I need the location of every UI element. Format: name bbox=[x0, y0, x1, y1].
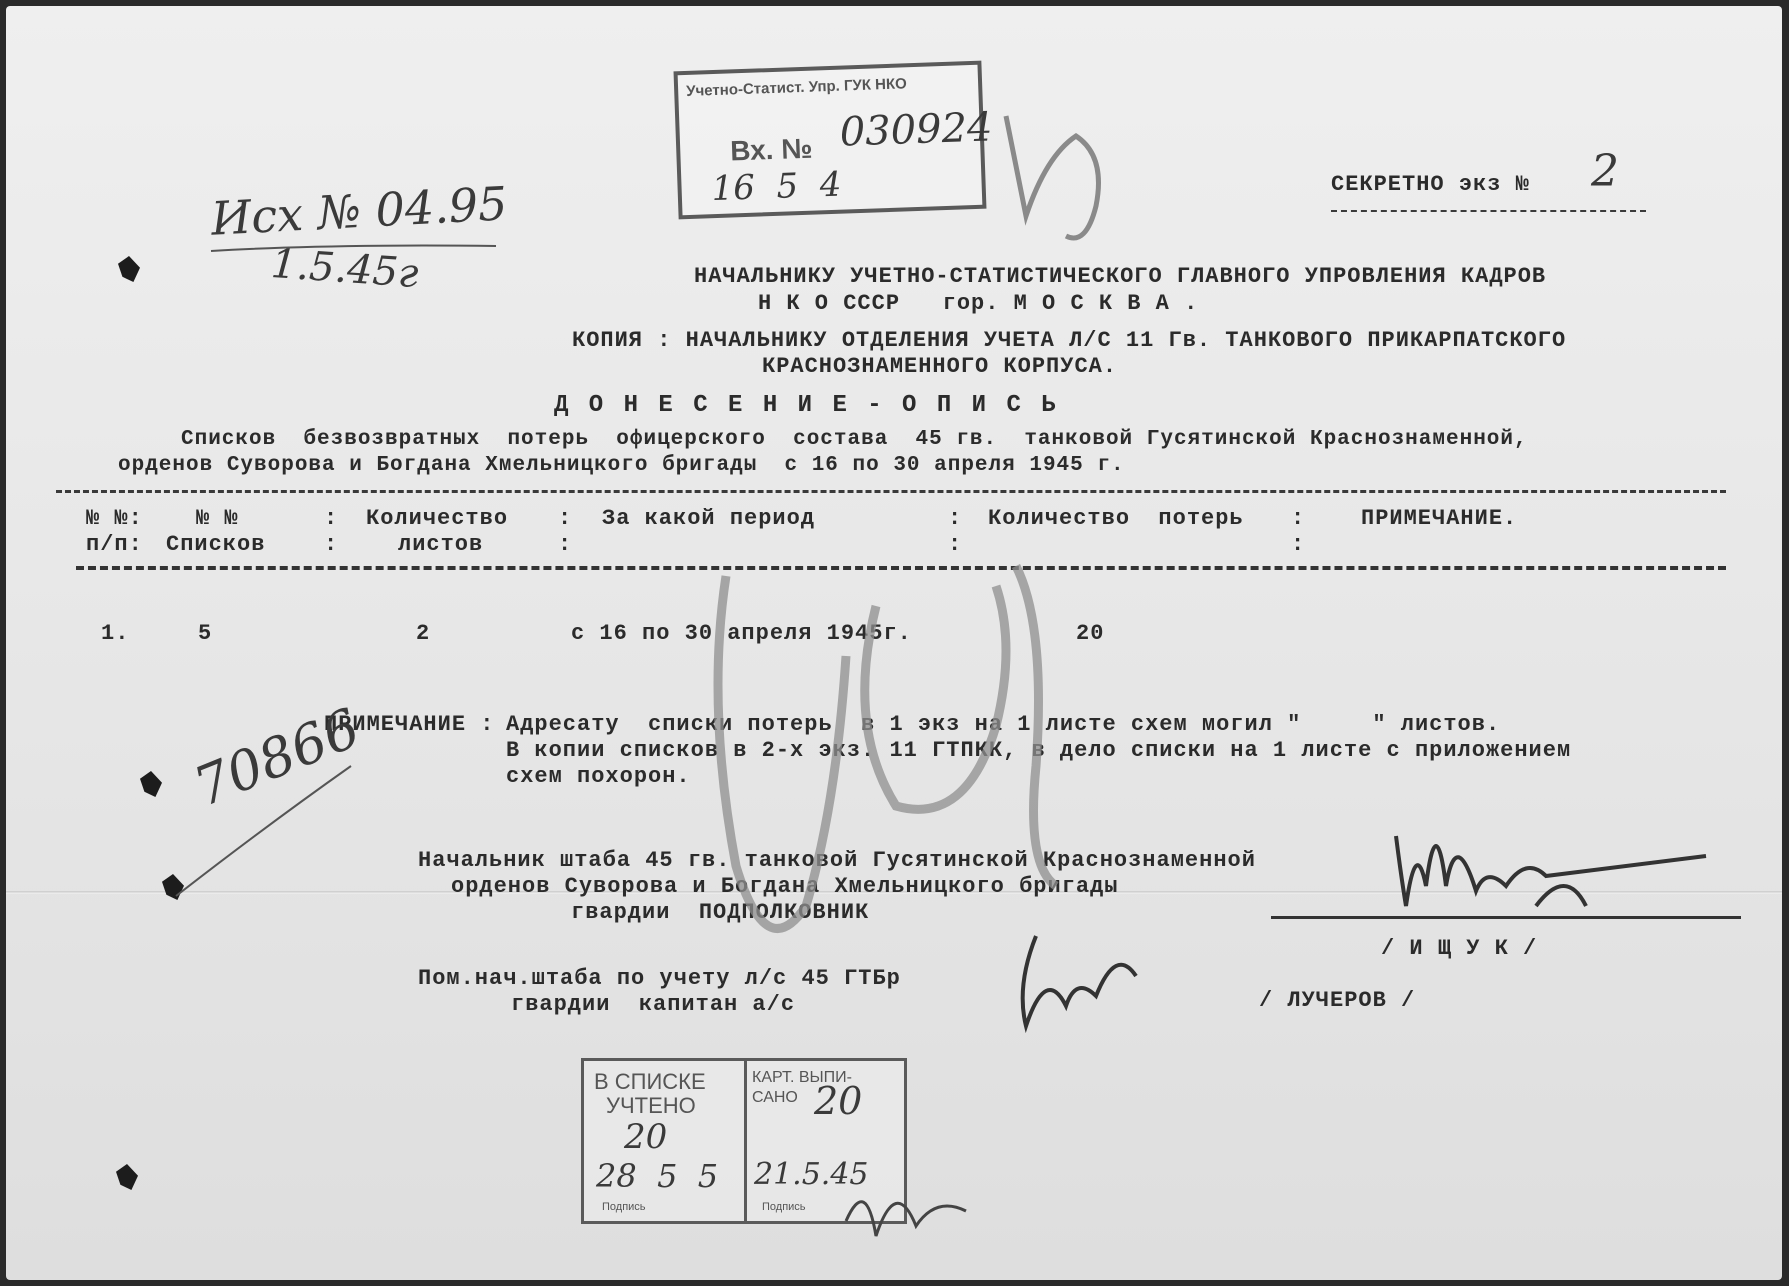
stamp-right-label-1: КАРТ. ВЫПИ- bbox=[752, 1069, 852, 1086]
stamp-signature bbox=[846, 1202, 966, 1236]
row-1-losses: 20 bbox=[1076, 621, 1105, 646]
col-separator: : bbox=[324, 506, 339, 531]
assistant-name: / ЛУЧЕРОВ / bbox=[1259, 988, 1416, 1013]
header-col-sheets-2: листов bbox=[398, 532, 484, 557]
note-line-2: В копии списков в 2-х экз. 11 ГТПКК, в дело списки на 1 листе с приложением bbox=[506, 738, 1572, 763]
subtitle-line-1: Списков безвозвратных потерь офицерского состава 45 гв. танковой Гусятинской Краснознаменной, bbox=[181, 428, 1528, 451]
stamp-left-label-1: В СПИСКЕ bbox=[594, 1069, 706, 1094]
row-1-num: 1. bbox=[101, 621, 130, 646]
stamp-in-date: 16 5 4 bbox=[710, 164, 843, 210]
header-col-losses: Количество потерь bbox=[988, 506, 1244, 531]
assistant-signature bbox=[1023, 936, 1136, 1026]
col-separator: : bbox=[948, 506, 963, 531]
stamp-right-date: 21.5.45 bbox=[754, 1157, 869, 1192]
copy-line-2: КРАСНОЗНАМЕННОГО КОРПУСА. bbox=[762, 354, 1118, 379]
address-line-2: Н К О СССР гор. М О С К В А . bbox=[758, 291, 1199, 316]
header-col-num-2: п/п: bbox=[86, 532, 143, 557]
chief-title-3: гвардии ПОДПОЛКОВНИК bbox=[571, 900, 870, 925]
stamp-left-value: 20 bbox=[624, 1117, 668, 1157]
copy-line-1: КОПИЯ : НАЧАЛЬНИКУ ОТДЕЛЕНИЯ УЧЕТА Л/С 11 Гв. ТАНКОВОГО ПРИКАРПАТСКОГО bbox=[572, 328, 1567, 353]
header-col-num: № №: bbox=[86, 506, 143, 531]
stamp-right-value: 20 bbox=[814, 1079, 863, 1123]
big-crayon-mark bbox=[718, 566, 1056, 929]
margin-pointer-line bbox=[176, 766, 351, 896]
assistant-title-1: Пом.нач.штаба по учету л/с 45 ГТБр bbox=[418, 966, 901, 991]
outgoing-date: 1.5.45г bbox=[269, 240, 420, 298]
margin-number: 70866 bbox=[185, 696, 369, 819]
stamp-left-label-2: УЧТЕНО bbox=[606, 1093, 696, 1118]
outgoing-number: Исх № 04.95 bbox=[209, 176, 509, 246]
chief-title-2: орденов Суворова и Богдана Хмельницкого бригады bbox=[451, 874, 1119, 899]
row-1-period: с 16 по 30 апреля 1945г. bbox=[571, 621, 912, 646]
outgoing-underline bbox=[211, 246, 496, 251]
header-col-sheets: Количество bbox=[366, 506, 509, 531]
header-col-list: № № bbox=[196, 506, 239, 531]
row-1-sheets: 2 bbox=[416, 621, 431, 646]
chief-signature bbox=[1396, 836, 1706, 906]
pencil-marks bbox=[6, 6, 1782, 1280]
header-col-list-2: Списков bbox=[166, 532, 266, 557]
col-separator: : bbox=[558, 532, 573, 557]
chief-name: / И Щ У К / bbox=[1381, 936, 1538, 961]
header-col-period: За какой период bbox=[602, 506, 816, 531]
stamp-right-label-2: САНО bbox=[752, 1089, 798, 1106]
col-separator: : bbox=[948, 532, 963, 557]
secrecy-copy-number: 2 bbox=[1591, 146, 1619, 197]
stamp-top-line: Учетно-Статист. Упр. ГУК НКО bbox=[685, 75, 908, 100]
stamp-right-sign-label: Подпись bbox=[762, 1201, 806, 1213]
col-separator: : bbox=[1291, 506, 1306, 531]
note-label: ПРИМЕЧАНИЕ : bbox=[324, 712, 495, 737]
document-title: Д О Н Е С Е Н И Е - О П И С Ь bbox=[554, 392, 1059, 419]
chief-title-1: Начальник штаба 45 гв. танковой Гусятинской Краснознаменной bbox=[418, 848, 1256, 873]
col-separator: : bbox=[558, 506, 573, 531]
stamp-left-date: 28 5 5 bbox=[596, 1157, 719, 1195]
address-line-1: НАЧАЛЬНИКУ УЧЕТНО-СТАТИСТИЧЕСКОГО ГЛАВНОГО УПРОВЛЕНИЯ КАДРОВ bbox=[694, 264, 1547, 289]
note-line-3: схем похорон. bbox=[506, 764, 691, 789]
top-scribble bbox=[1006, 116, 1099, 238]
row-1-list-no: 5 bbox=[198, 621, 213, 646]
stamp-in-number: 030924 bbox=[838, 104, 994, 156]
note-line-1: Адресату списки потерь в 1 экз на 1 листе схем могил " " листов. bbox=[506, 712, 1501, 737]
document-sheet bbox=[6, 6, 1782, 1280]
subtitle-line-2: орденов Суворова и Богдана Хмельницкого бригады с 16 по 30 апреля 1945 г. bbox=[118, 454, 1125, 477]
stamp-in-label: Вх. № bbox=[729, 132, 814, 167]
secrecy-label: СЕКРЕТНО экз № bbox=[1331, 172, 1530, 197]
stamp-left-sign-label: Подпись bbox=[602, 1201, 646, 1213]
assistant-title-2: гвардии капитан а/с bbox=[511, 992, 796, 1017]
col-separator: : bbox=[324, 532, 339, 557]
header-col-note: ПРИМЕЧАНИЕ. bbox=[1361, 506, 1518, 531]
col-separator: : bbox=[1291, 532, 1306, 557]
